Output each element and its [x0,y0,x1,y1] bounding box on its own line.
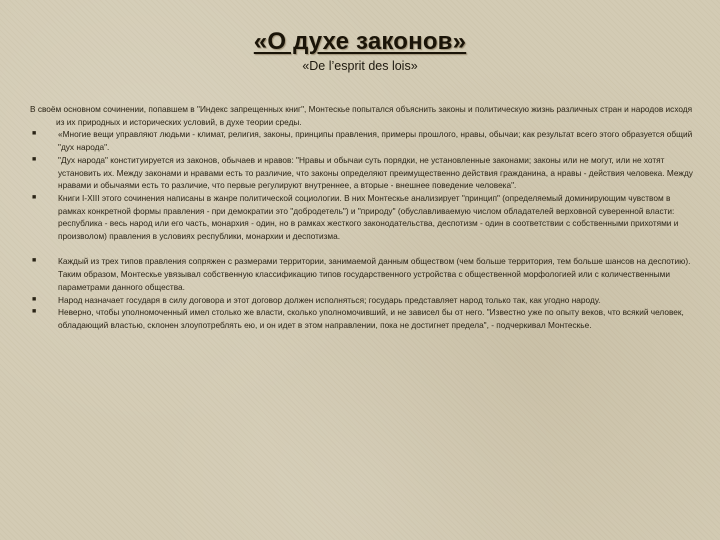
bullet-square-icon: ■ [32,257,37,265]
bullet-text: Книги I-XIII этого сочинения написаны в жанре политической социологии. В них Монтескье анализирует "принцип" (определяемый доминирующим чувством в рамках конкретной формы правления - при демократии это "добродетель") и "природу" (обуславливаемую числом обладателей верховной суверенной власти: республика - весь народ или его часть, монархия - один, но в рамках жесткого законодательства, деспотизм - один в соответствии с собственными прихотями и произволом) правления в условиях республики, монархии и деспотизма. [58,192,679,242]
bullet-square-icon: ■ [32,130,37,138]
slide-title: «О духе законов» [253,28,467,55]
bullet-text: «Многие вещи управляют людьми - климат, религия, законы, принципы правления, примеры прошлого, нравы, обычаи; как результат всего этого образуется общий "дух народа". [58,129,693,153]
bullet-item [30,306,694,331]
intro-paragraph: В своём основном сочинении, попавшем в "Индекс запрещенных книг", Монтескье попытался объяснить законы и политическую жизнь различных стран и народов исходя из их природных и исторических условий, в духе теории среды. [30,104,693,127]
bullet-square-icon: ■ [32,308,37,316]
slide-content [30,103,694,332]
bullet-item [30,255,694,293]
bullet-list [30,128,694,331]
bullet-text: "Дух народа" конституируется из законов, обычаев и нравов: "Нравы и обычаи суть порядки, не установленные законами; законы или не могут, или не хотят установить их. Между законами и нравами есть то различие, что законы определяют преимущественно действия гражданина, а нравы - действия человека. Между нравами и обычаями есть то различие, что первые регулируют внутреннее, а вторые - внешнее поведение человека". [58,154,693,191]
bullet-text: Неверно, чтобы уполномоченный имел столько же власти, сколько уполномочивший, и не зависел бы от него. "Известно уже по опыту веков, что всякий человек, обладающий властью, склонен злоупотреблять ею, и он идет в этом направлении, пока не достигнет предела", - подчеркивал Монтескье. [58,307,684,330]
bullet-item [30,294,694,307]
bullet-text: Каждый из трех типов правления сопряжен с размерами территории, занимаемой данным обществом (чем больше территория, тем больше шансов на деспотию). Таким образом, Монтескье увязывал собственную классификацию типов государственного устройства с общественной морфологией или с количественными параметрами данного общества. [58,256,691,292]
slide-subtitle: «De l’esprit des lois» [302,59,418,73]
bullet-square-icon: ■ [32,155,37,163]
bullet-square-icon: ■ [32,295,37,303]
bullet-item [30,128,694,153]
bullet-item [30,154,694,192]
bullet-square-icon: ■ [32,193,37,201]
bullet-text: Народ назначает государя в силу договора и этот договор должен исполняться; государь представляет народ только так, как угодно народу. [58,294,601,305]
bullet-item [30,192,694,243]
